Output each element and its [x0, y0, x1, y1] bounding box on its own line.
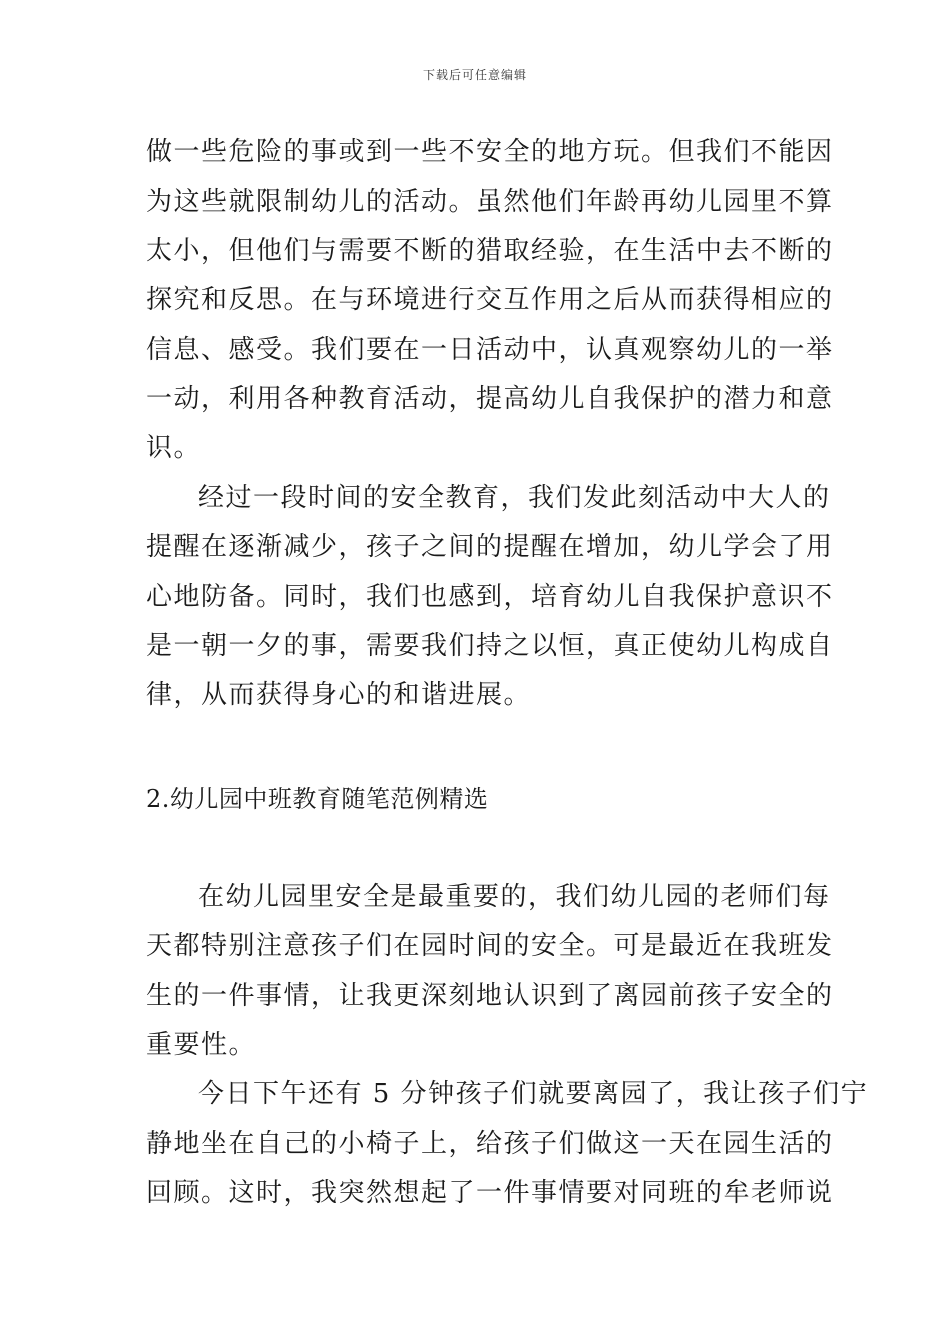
paragraph-1-line-5: 信息、感受。我们要在一日活动中，认真观察幼儿的一举 [146, 335, 834, 365]
paragraph-4-line-3: 回顾。这时，我突然想起了一件事情要对同班的牟老师说 [146, 1178, 834, 1208]
paragraph-1-line-6: 一动，利用各种教育活动，提高幼儿自我保护的潜力和意 [146, 384, 834, 414]
paragraph-2-line-4: 是一朝一夕的事，需要我们持之以恒，真正使幼儿构成自 [146, 631, 834, 661]
paragraph-2-line-2: 提醒在逐渐减少，孩子之间的提醒在增加，幼儿学会了用 [146, 532, 834, 562]
paragraph-4-line-1: 今日下午还有 5 分钟孩子们就要离园了，我让孩子们宁 [198, 1079, 869, 1109]
paragraph-3-line-2: 天都特别注意孩子们在园时间的安全。可是最近在我班发 [146, 931, 834, 961]
paragraph-2-line-1: 经过一段时间的安全教育，我们发此刻活动中大人的 [198, 483, 831, 513]
paragraph-4-line-2: 静地坐在自己的小椅子上，给孩子们做这一天在园生活的 [146, 1129, 834, 1159]
paragraph-1-line-1: 做一些危险的事或到一些不安全的地方玩。但我们不能因 [146, 137, 834, 167]
section-heading: 2.幼儿园中班教育随笔范例精选 [146, 785, 489, 813]
paragraph-3-line-1: 在幼儿园里安全是最重要的，我们幼儿园的老师们每 [198, 882, 831, 912]
header-note: 下载后可任意编辑 [422, 68, 527, 82]
paragraph-3-line-4: 重要性。 [146, 1030, 257, 1060]
paragraph-2-line-5: 律，从而获得身心的和谐进展。 [146, 680, 532, 710]
paragraph-1-line-7: 识。 [146, 433, 202, 463]
paragraph-1-line-4: 探究和反思。在与环境进行交互作用之后从而获得相应的 [146, 285, 834, 315]
paragraph-1-line-2: 为这些就限制幼儿的活动。虽然他们年龄再幼儿园里不算 [146, 187, 834, 217]
paragraph-3-line-3: 生的一件事情，让我更深刻地认识到了离园前孩子安全的 [146, 981, 834, 1011]
paragraph-2-line-3: 心地防备。同时，我们也感到，培育幼儿自我保护意识不 [146, 582, 834, 612]
paragraph-1-line-3: 太小，但他们与需要不断的猎取经验，在生活中去不断的 [146, 236, 834, 266]
